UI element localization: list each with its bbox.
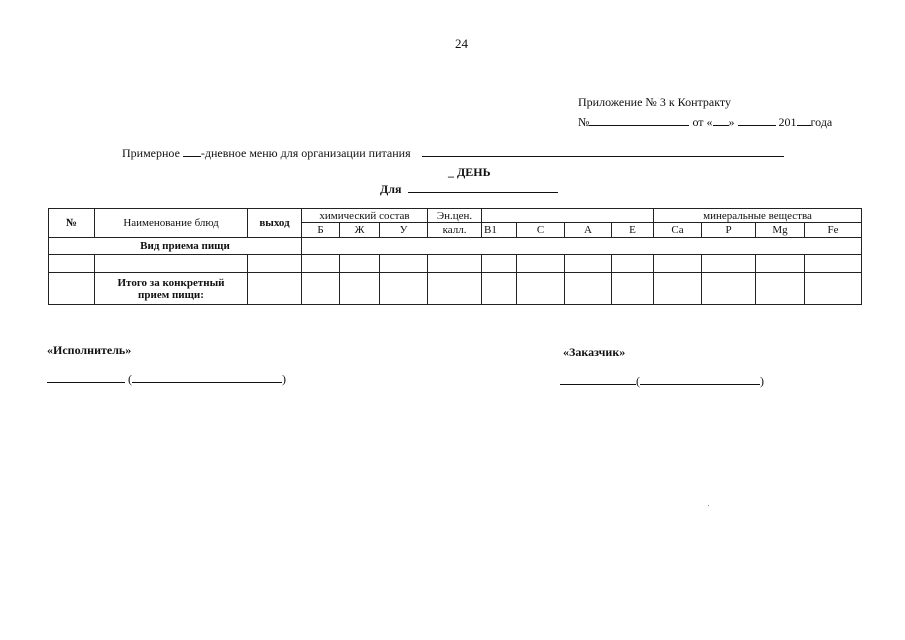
col-minerals-header: минеральные вещества bbox=[654, 209, 862, 223]
meal-type-label: Вид приема пищи bbox=[49, 238, 302, 255]
subheader-fe: Fe bbox=[805, 223, 862, 238]
subheader-c: С bbox=[517, 223, 565, 238]
menu-table bbox=[48, 208, 862, 305]
col-yield-header: выход bbox=[248, 209, 302, 238]
subheader-ca: Са bbox=[654, 223, 702, 238]
for-label: Для bbox=[380, 182, 402, 196]
table-header-row bbox=[49, 209, 862, 223]
for-line bbox=[380, 181, 558, 197]
table-row bbox=[49, 255, 862, 273]
menu-title bbox=[122, 145, 784, 161]
year-suffix: года bbox=[810, 115, 833, 129]
scan-speck bbox=[708, 505, 709, 506]
page-number: 24 bbox=[455, 36, 468, 51]
col-chemical-header: химический состав bbox=[302, 209, 428, 223]
contract-number-line bbox=[578, 112, 832, 132]
col-dish-name-header: Наименование блюд bbox=[95, 209, 248, 238]
close-quote: » bbox=[728, 115, 735, 129]
year-prefix: 201 bbox=[778, 115, 797, 129]
total-label: Итого за конкретный прием пищи: bbox=[95, 273, 248, 305]
col-energy-header: Эн.цен. bbox=[428, 209, 482, 223]
subheader-e: Е bbox=[612, 223, 654, 238]
appendix-block bbox=[578, 92, 832, 132]
subheader-kcal: калл. bbox=[428, 223, 482, 238]
subheader-p: Р bbox=[702, 223, 756, 238]
meal-type-row bbox=[49, 238, 862, 255]
number-sign: № bbox=[578, 115, 590, 129]
col-vitamins-header bbox=[482, 209, 654, 223]
subheader-b1: В1 bbox=[482, 223, 517, 238]
subheader-mg: Mg bbox=[756, 223, 805, 238]
from-label: от « bbox=[692, 115, 713, 129]
customer-signature-line: ( ) bbox=[560, 373, 764, 389]
executor-label: «Исполнитель» bbox=[47, 343, 132, 357]
menu-title-prefix: Примерное bbox=[122, 146, 180, 160]
executor-signature-line: ( ) bbox=[47, 371, 286, 387]
subheader-b: Б bbox=[302, 223, 340, 238]
col-number-header: № bbox=[49, 209, 95, 238]
appendix-title: Приложение № 3 к Контракту bbox=[578, 95, 731, 109]
total-row bbox=[49, 273, 862, 305]
subheader-zh: Ж bbox=[340, 223, 380, 238]
subheader-a: А bbox=[565, 223, 612, 238]
meal-type-fill bbox=[302, 238, 862, 255]
menu-title-middle: -дневное меню для организации питания bbox=[200, 146, 411, 160]
customer-label: «Заказчик» bbox=[563, 345, 626, 359]
day-label: _ ДЕНЬ bbox=[448, 165, 491, 179]
subheader-u: У bbox=[380, 223, 428, 238]
